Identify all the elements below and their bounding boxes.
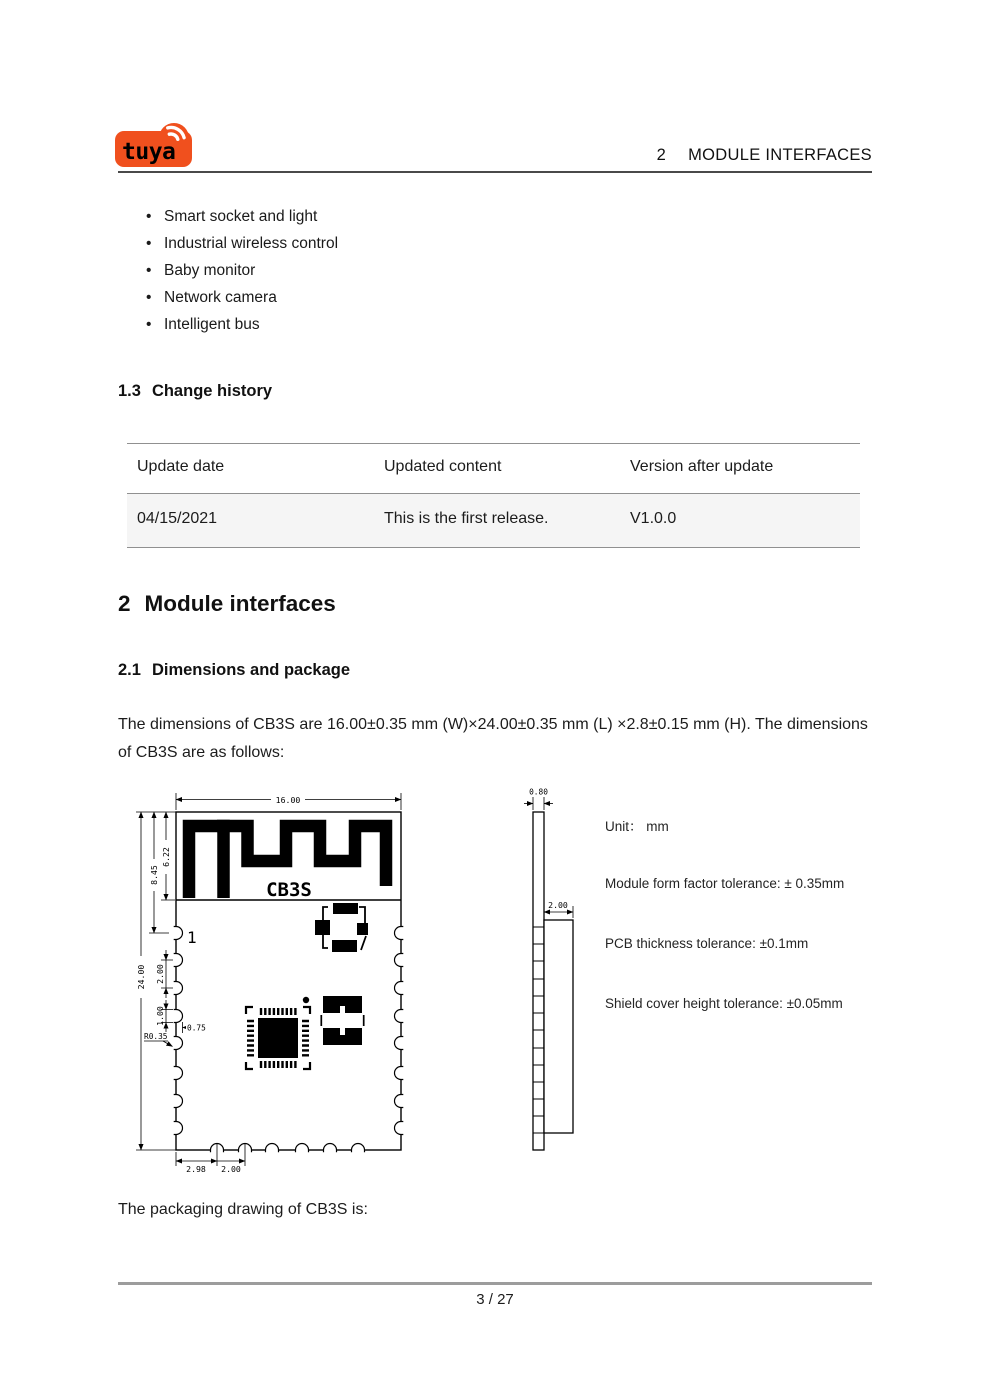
list-item-label: Baby monitor xyxy=(164,262,256,279)
list-item xyxy=(144,203,338,230)
dim-200-side: 2.00 xyxy=(548,900,568,910)
header-section-number: 2 xyxy=(656,146,667,164)
table-cell-updated-content: This is the first release. xyxy=(384,510,549,527)
section-title: Dimensions and package xyxy=(151,661,351,679)
section-heading-2 xyxy=(118,591,336,617)
dim-r035: R0.35 xyxy=(144,1032,168,1041)
section-number: 2 xyxy=(118,591,131,616)
page-header xyxy=(657,146,872,165)
tuya-logo xyxy=(115,122,193,168)
list-item-label: Intelligent bus xyxy=(164,316,260,333)
table-cell-version: V1.0.0 xyxy=(630,510,677,527)
dim-200-bottom: 2.00 xyxy=(221,1164,241,1174)
list-item xyxy=(144,257,338,284)
tuya-logo-graphic xyxy=(115,122,193,168)
table-cell-update-date: 04/15/2021 xyxy=(137,510,218,527)
logo-text: tuya xyxy=(122,139,176,165)
header-rule xyxy=(118,171,872,173)
list-item xyxy=(144,284,338,311)
column-header: Updated content xyxy=(384,458,502,475)
section-heading-2-1 xyxy=(118,661,350,680)
cad-drawing xyxy=(125,780,595,1180)
packaging-line: The packaging drawing of CB3S is: xyxy=(118,1201,368,1218)
dim-080: 0.80 xyxy=(529,787,548,797)
list-item-label: Industrial wireless control xyxy=(164,235,339,252)
dimensions-paragraph: The dimensions of CB3S are 16.00±0.35 mm (W)×24.00±0.35 mm (L) ×2.8±0.15 mm (H). The dimensions of CB3S are as follows: xyxy=(118,716,868,761)
dimension-drawing xyxy=(125,780,595,1180)
note-shield-height: Shield cover height tolerance: ±0.05mm xyxy=(605,996,843,1011)
list-item-label: Network camera xyxy=(164,289,277,306)
note-form-factor: Module form factor tolerance: ± 0.35mm xyxy=(605,876,845,891)
pin1-label: 1 xyxy=(187,928,197,947)
note-unit: Unit： mm xyxy=(605,819,669,834)
list-item-label: Smart socket and light xyxy=(164,208,318,225)
shield-cover xyxy=(544,920,573,1133)
section-number: 2.1 xyxy=(118,661,141,679)
section-number: 1.3 xyxy=(118,382,141,400)
header-title: MODULE INTERFACES xyxy=(688,146,872,164)
module-silkscreen-label: CB3S xyxy=(266,879,312,901)
column-header: Update date xyxy=(137,458,225,475)
page-number: 3 / 27 xyxy=(476,1291,514,1308)
table-row xyxy=(127,494,860,547)
list-item xyxy=(144,230,338,257)
section-heading-1-3 xyxy=(118,382,272,401)
column-header: Version after update xyxy=(630,458,774,475)
footer-rule xyxy=(118,1282,872,1285)
dim-298: 2.98 xyxy=(186,1164,206,1174)
dim-200-left: 2.00 xyxy=(155,964,165,984)
note-pcb-thickness: PCB thickness tolerance: ±0.1mm xyxy=(605,936,809,951)
section-title: Change history xyxy=(151,382,273,400)
application-list xyxy=(144,203,338,338)
dim-2400: 24.00 xyxy=(136,964,146,990)
section-title: Module interfaces xyxy=(144,591,336,616)
change-history-table xyxy=(127,443,860,548)
table-header-row xyxy=(127,444,860,494)
side-view xyxy=(524,788,573,1151)
pin1-dot xyxy=(303,997,309,1003)
list-item xyxy=(144,311,338,338)
dim-100: 1.00 xyxy=(155,1006,165,1026)
dim-622: 6.22 xyxy=(161,847,171,867)
dim-width: 16.00 xyxy=(275,795,301,805)
dim-845: 8.45 xyxy=(149,865,159,885)
dim-075: 0.75 xyxy=(187,1023,206,1033)
